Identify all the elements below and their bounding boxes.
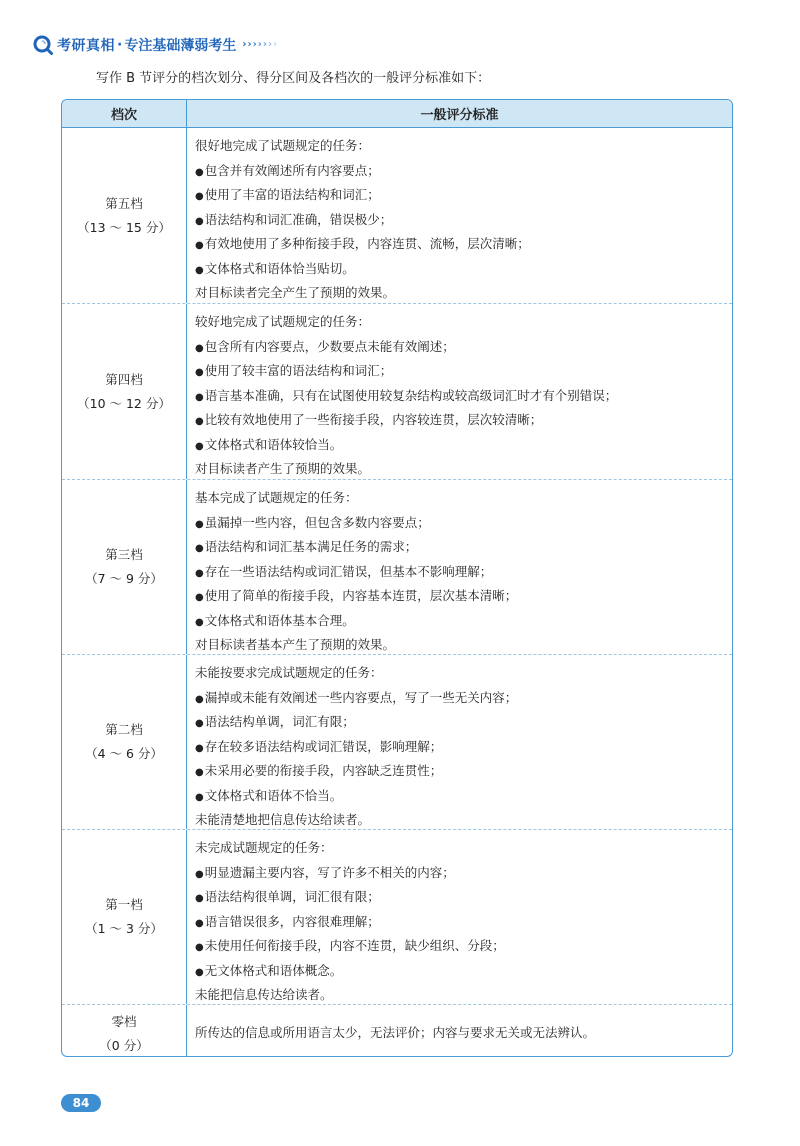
criteria-text: 存在较多语法结构或词汇错误，影响理解； [204,738,443,754]
chevron-icon: › [273,39,278,50]
bullet-icon: ● [195,391,204,403]
page-number: 84 [61,1094,101,1112]
criteria-text: 虽漏掉一些内容，但包含多数内容要点； [204,514,430,530]
table-header-row [62,100,732,128]
level-range: （13 ～ 15 分） [77,219,171,235]
page-header [33,34,278,56]
brand-separator: · [117,37,123,53]
chevron-icon: › [267,39,273,50]
criteria-text: 有效地使用了多种衔接手段，内容连贯、流畅，层次清晰； [204,236,530,251]
chevron-icon: › [252,39,257,50]
criteria-line [195,959,732,984]
criteria-line [195,408,732,433]
criteria-text: 存在一些语法结构或词汇错误，但基本不影响理解； [204,563,493,579]
criteria-line [195,257,732,282]
criteria-line [195,934,732,959]
bullet-icon: ● [195,240,204,251]
table-row [62,128,732,304]
table-row [62,480,732,655]
bullet-icon: ● [195,367,204,378]
brand-tagline: 专注基础薄弱考生 [124,38,237,54]
level-name: 第一档 [105,897,143,912]
criteria-text: 使用了较丰富的语法结构和词汇； [204,363,393,378]
criteria-text: 明显遗漏主要内容，写了许多不相关的内容； [204,864,455,880]
criteria-text: 对目标读者完全产生了预期的效果。 [195,285,396,300]
brand-name: 考研真相 [57,38,115,54]
bullet-icon: ● [195,718,204,729]
criteria-text: 文体格式和语体恰当贴切。 [204,260,355,276]
table-row [62,830,732,1005]
bullet-icon: ● [195,767,204,778]
level-range: （4 ～ 6 分） [85,746,163,761]
criteria-text: 包含并有效阐述所有内容要点； [204,162,380,178]
bullet-icon: ● [195,166,204,178]
criteria-text: 很好地完成了试题规定的任务： [195,138,371,153]
criteria-text: 基本完成了试题规定的任务： [195,490,358,505]
criteria-line [195,159,732,184]
criteria-line [195,232,732,257]
table-row [62,655,732,830]
criteria-line [195,560,732,585]
header-level: 档次 [62,100,187,127]
criteria-line [195,584,732,609]
chevron-icon: › [262,39,267,50]
criteria-line [195,885,732,910]
bullet-icon: ● [195,567,204,579]
level-range: （1 ～ 3 分） [85,921,163,936]
criteria-text: 未完成试题规定的任务： [195,840,333,855]
criteria-text: 比较有效地使用了一些衔接手段，内容较连贯，层次较清晰； [204,412,543,427]
criteria-line [195,134,732,159]
criteria-text: 未使用任何衔接手段，内容不连贯，缺少组织、分段； [204,938,505,953]
criteria-text: 所传达的信息或所用语言太少，无法评价；内容与要求无关或无法辨认。 [195,1025,596,1041]
chevron-icon: › [242,39,247,50]
criteria-line [195,359,732,384]
bullet-icon: ● [195,893,204,904]
criteria-text: 包含所有内容要点，少数要点未能有效阐述； [204,338,455,354]
criteria-line [195,609,732,634]
criteria-line [195,384,732,409]
criteria-text: 未能把信息传达给读者。 [195,987,333,1002]
criteria-line [195,710,732,735]
criteria-line [195,208,732,233]
bullet-icon: ● [195,342,204,354]
criteria-cell [187,1005,732,1057]
criteria-line [195,661,732,686]
criteria-text: 未采用必要的衔接手段，内容缺乏连贯性； [204,763,443,778]
bullet-icon: ● [195,791,204,803]
bullet-icon: ● [195,543,204,554]
criteria-text: 语法结构和词汇基本满足任务的需求； [204,539,418,554]
criteria-line [195,535,732,560]
criteria-text: 对目标读者产生了预期的效果。 [195,461,371,476]
header-criteria: 一般评分标准 [420,108,499,123]
table-row [62,304,732,480]
bullet-icon: ● [195,416,204,427]
level-name: 第三档 [105,547,143,562]
table-body [62,128,732,1057]
bullet-icon: ● [195,966,204,978]
criteria-line [195,836,732,861]
criteria-line [195,910,732,935]
level-name: 第五档 [105,195,143,211]
level-range: （7 ～ 9 分） [85,571,163,586]
criteria-text: 较好地完成了试题规定的任务： [195,314,371,329]
criteria-line [195,486,732,511]
criteria-cell [187,304,732,479]
criteria-text: 未能按要求完成试题规定的任务： [195,665,383,680]
criteria-line [195,511,732,536]
criteria-cell [187,655,732,829]
bullet-icon: ● [195,616,204,628]
criteria-text: 语法结构很单调，词汇很有限； [204,889,380,904]
bullet-icon: ● [195,518,204,530]
criteria-text: 文体格式和语体不恰当。 [204,787,343,803]
criteria-line [195,310,732,335]
criteria-line [195,335,732,360]
level-name: 零档 [111,1013,137,1029]
criteria-line [195,735,732,760]
chevron-arrows-icon [242,40,278,50]
criteria-line [195,183,732,208]
criteria-text: 语法结构单调，词汇有限； [204,714,355,729]
bullet-icon: ● [195,917,204,929]
criteria-line [195,433,732,458]
level-cell [62,830,187,1004]
level-cell [62,304,187,479]
bullet-icon: ● [195,742,204,754]
criteria-cell [187,830,732,1004]
criteria-text: 无文体格式和语体概念。 [204,962,343,978]
level-cell [62,1005,187,1057]
bullet-icon: ● [195,215,204,227]
bullet-icon: ● [195,592,204,603]
criteria-line [195,281,732,306]
criteria-text: 未能清楚地把信息传达给读者。 [195,812,371,827]
level-cell [62,480,187,654]
criteria-line [195,633,732,658]
criteria-line [195,784,732,809]
level-range: （10 ～ 12 分） [77,395,171,411]
level-cell [62,128,187,303]
chevron-icon: › [257,39,262,50]
criteria-line [195,1021,595,1046]
criteria-text: 语言基本准确，只有在试图使用较复杂结构或较高级词汇时才有个别错误； [204,387,618,403]
bullet-icon: ● [195,440,204,452]
chevron-icon: › [247,39,252,50]
criteria-line [195,808,732,833]
level-name: 第四档 [105,371,143,387]
bullet-icon: ● [195,191,204,202]
criteria-line [195,759,732,784]
intro-text: 写作 B 节评分的档次划分、得分区间及各档次的一般评分标准如下： [96,71,491,86]
criteria-line [195,686,732,711]
criteria-cell [187,128,732,303]
bullet-icon: ● [195,942,204,953]
level-cell [62,655,187,829]
table-row [62,1005,732,1057]
criteria-text: 使用了丰富的语法结构和词汇； [204,187,380,202]
criteria-line [195,861,732,886]
criteria-text: 语法结构和词汇准确，错误极少； [204,211,393,227]
criteria-text: 文体格式和语体较恰当。 [204,436,343,452]
criteria-line [195,983,732,1008]
bullet-icon: ● [195,693,204,705]
bullet-icon: ● [195,868,204,880]
scoring-table [61,99,733,1057]
level-name: 第二档 [105,722,143,737]
criteria-text: 漏掉或未能有效阐述一些内容要点，写了一些无关内容； [204,689,518,705]
criteria-text: 语言错误很多，内容很难理解； [204,913,380,929]
level-range: （0 分） [99,1037,149,1053]
criteria-text: 使用了简单的衔接手段，内容基本连贯，层次基本清晰； [204,588,518,603]
criteria-text: 文体格式和语体基本合理。 [204,612,355,628]
criteria-text: 对目标读者基本产生了预期的效果。 [195,637,396,652]
criteria-cell [187,480,732,654]
bullet-icon: ● [195,264,204,276]
magnifier-logo-icon [33,35,53,55]
criteria-line [195,457,732,482]
